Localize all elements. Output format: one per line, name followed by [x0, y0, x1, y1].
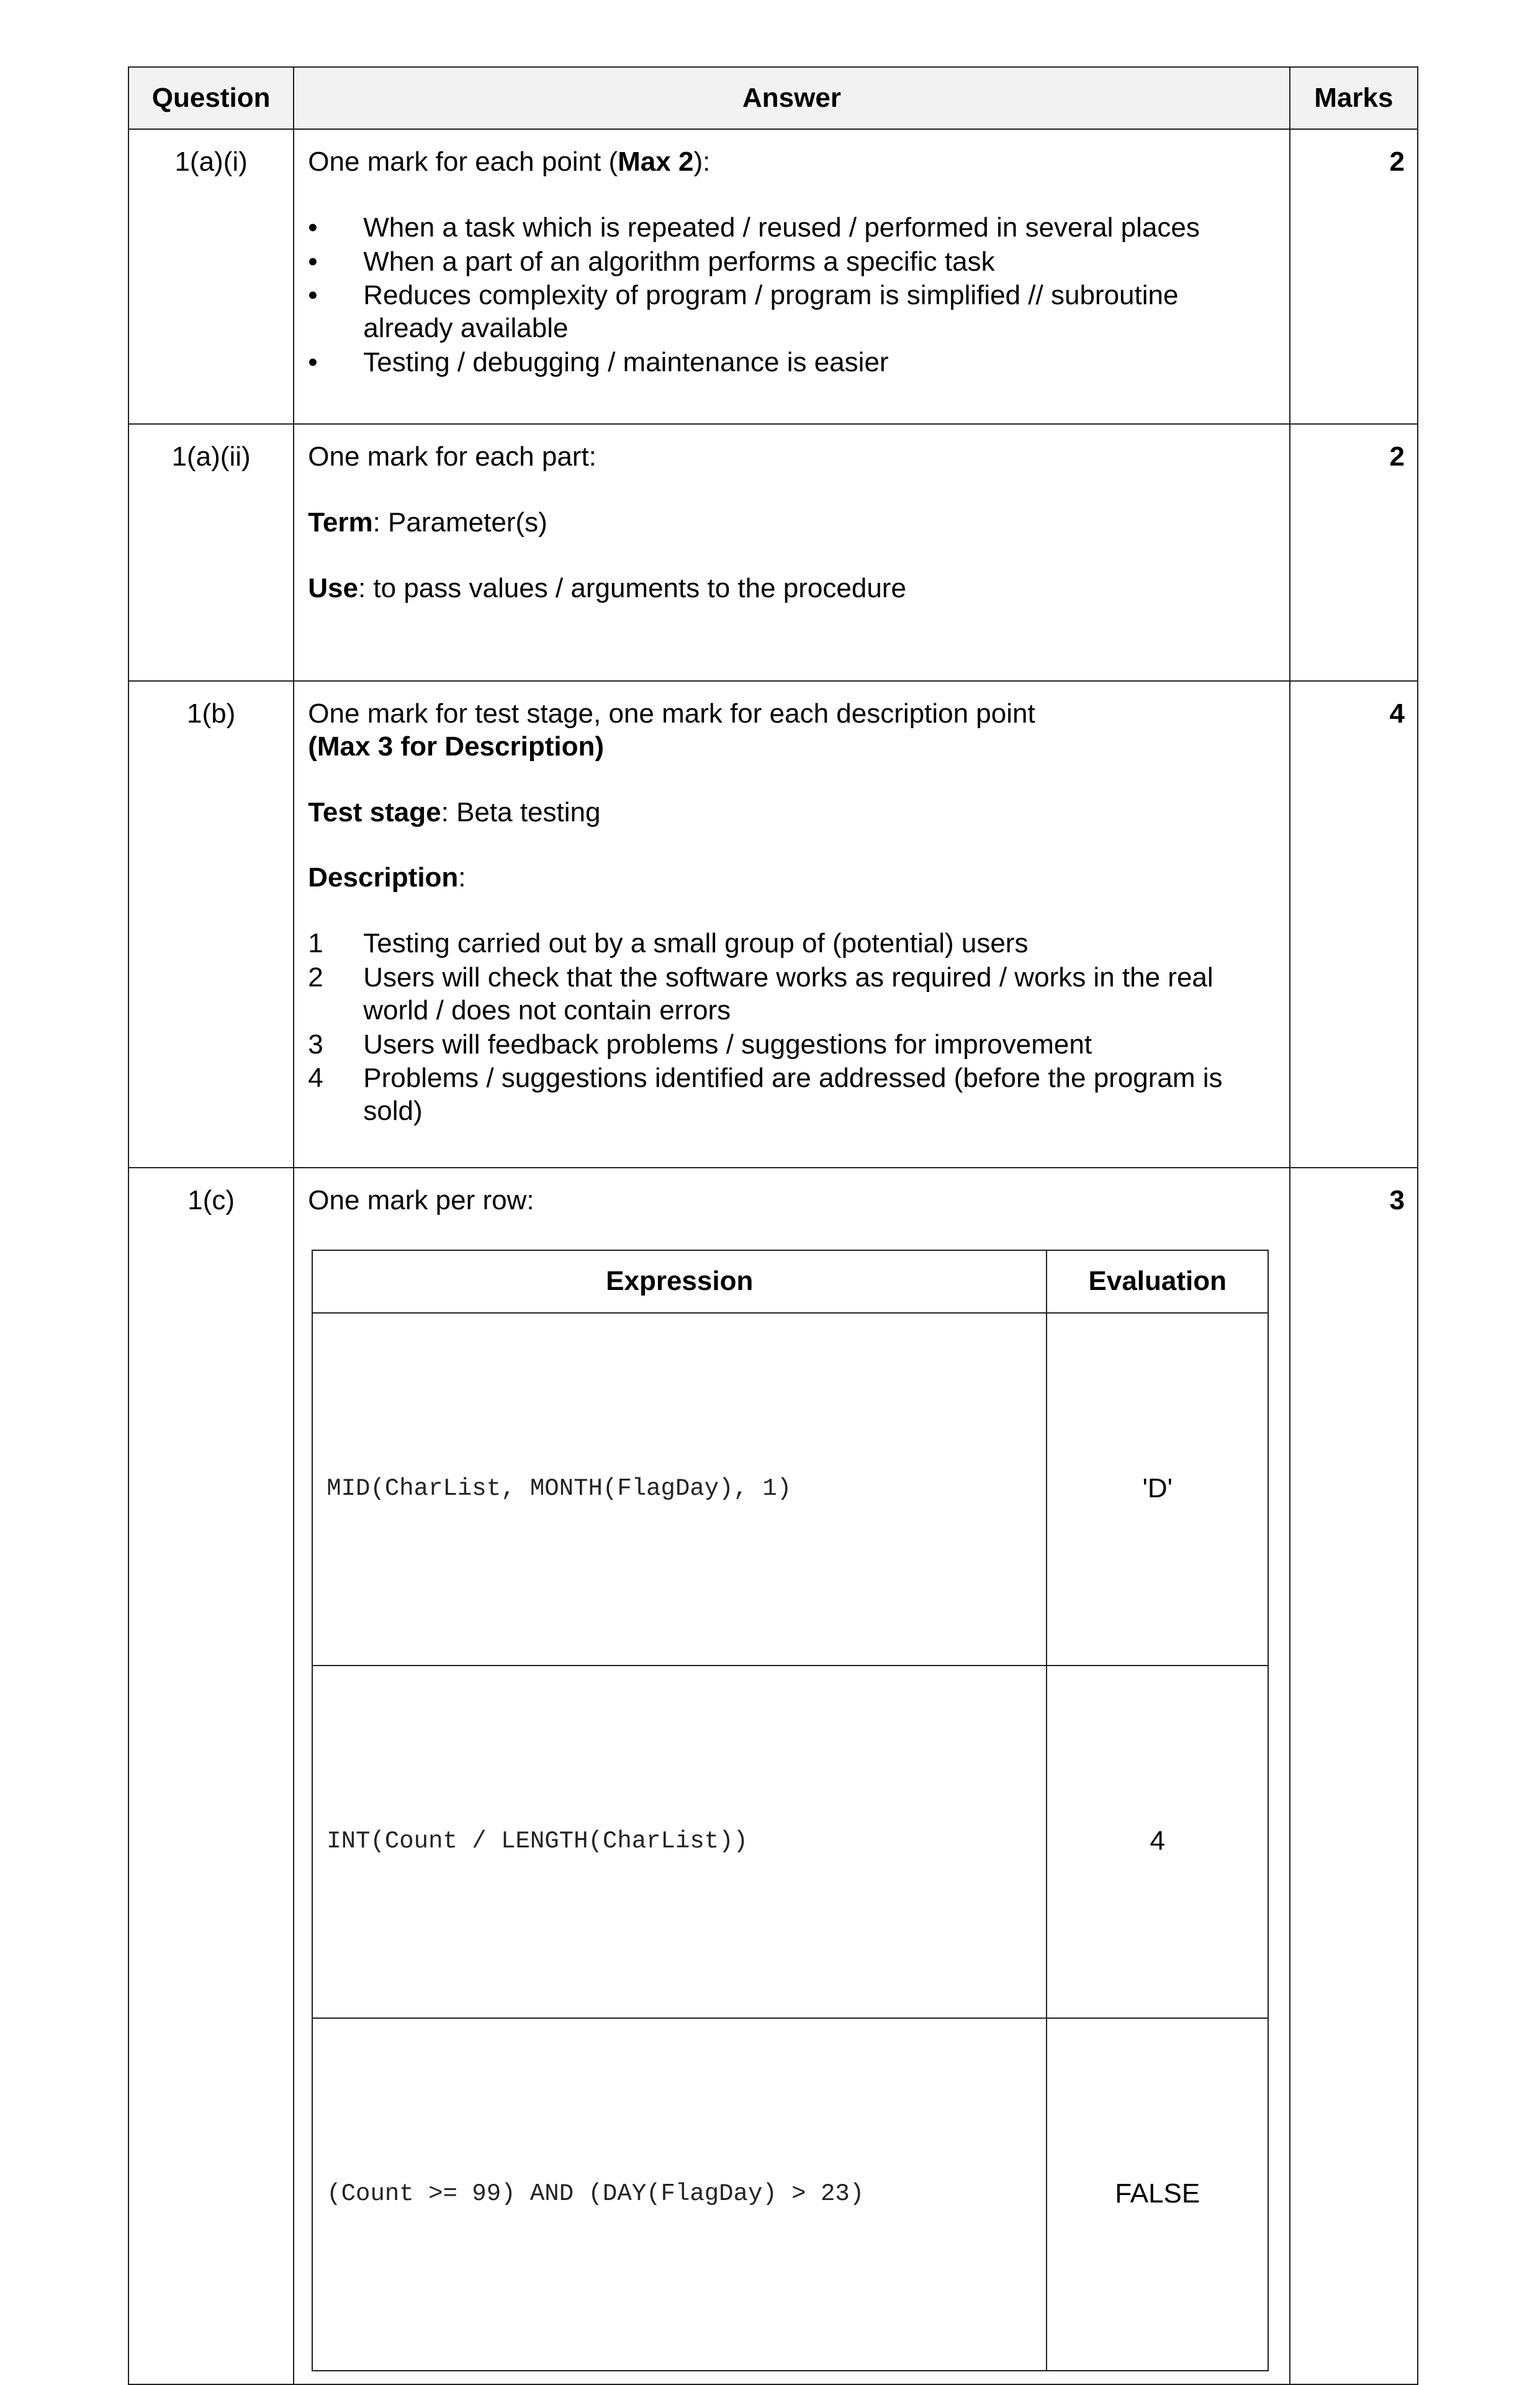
list-item: • When a task which is repeated / reused / performed in several places	[308, 212, 1272, 245]
evaluation-cell: FALSE	[1047, 2018, 1268, 2371]
table-row	[128, 681, 1418, 1168]
answer-intro-max: (Max 3 for Description)	[308, 731, 604, 762]
question-number: 1(a)(i)	[128, 129, 294, 424]
expression-cell: INT(Count / LENGTH(CharList))	[312, 1666, 1047, 2018]
table-row	[128, 424, 1418, 681]
bullet-icon: •	[308, 346, 318, 377]
bullet-icon: •	[308, 212, 318, 243]
bullet-list	[308, 212, 1272, 379]
answer-intro: One mark for each point (Max 2):	[308, 147, 711, 177]
list-item: 1 Testing carried out by a small group of (potential) users	[308, 928, 1029, 959]
evaluation-cell: 4	[1047, 1666, 1268, 2018]
test-stage-line: Test stage: Beta testing	[308, 796, 601, 827]
marks-header: Marks	[1290, 67, 1418, 129]
list-item: • Testing / debugging / maintenance is easier	[308, 346, 1272, 379]
term-line: Term: Parameter(s)	[308, 507, 547, 538]
evaluation-header: Evaluation	[1047, 1250, 1268, 1313]
marks-value: 2	[1290, 129, 1418, 424]
header-row	[128, 67, 1418, 129]
table-row	[312, 2018, 1268, 2371]
table-row	[128, 1168, 1418, 2384]
description-heading: Description:	[308, 862, 466, 893]
expression-cell: MID(CharList, MONTH(FlagDay), 1)	[312, 1313, 1047, 1666]
expression-header: Expression	[312, 1250, 1047, 1313]
expression-cell: (Count >= 99) AND (DAY(FlagDay) > 23)	[312, 2018, 1047, 2371]
use-line: Use: to pass values / arguments to the procedure	[308, 572, 906, 603]
question-number: 1(c)	[128, 1168, 294, 2384]
list-item: • When a part of an algorithm performs a specific task	[308, 246, 1272, 279]
question-number: 1(b)	[128, 681, 294, 1168]
expression-header-row	[312, 1250, 1268, 1313]
list-item: 2 Users will check that the software works as required / works in the real world / does not contain errors	[308, 962, 1214, 1026]
question-header: Question	[128, 67, 294, 129]
evaluation-cell: 'D'	[1047, 1313, 1268, 1666]
expression-table	[312, 1250, 1269, 2371]
bullet-icon: •	[308, 280, 318, 311]
table-row	[312, 1313, 1268, 1666]
marks-value: 4	[1290, 681, 1418, 1168]
table-row	[128, 129, 1418, 424]
list-item: • Reduces complexity of program / program is simplified // subroutine already available	[308, 280, 1179, 344]
answer-header: Answer	[294, 67, 1290, 129]
numbered-list	[308, 927, 1272, 1128]
bullet-icon: •	[308, 246, 318, 277]
answer-cell	[294, 424, 1290, 681]
list-item: 3 Users will feedback problems / suggestions for improvement	[308, 1029, 1092, 1060]
answer-cell	[294, 681, 1290, 1168]
marks-value: 2	[1290, 424, 1418, 681]
answer-cell	[294, 129, 1290, 424]
marks-value: 3	[1290, 1168, 1418, 2384]
question-number: 1(a)(ii)	[128, 424, 294, 681]
table-row	[312, 1666, 1268, 2018]
answer-intro: One mark for test stage, one mark for each description point	[308, 698, 1035, 729]
mark-scheme-table	[128, 66, 1418, 2385]
answer-cell	[294, 1168, 1290, 2384]
answer-intro: One mark per row:	[308, 1185, 534, 1215]
list-item: 4 Problems / suggestions identified are addressed (before the program is sold)	[308, 1063, 1223, 1127]
answer-intro: One mark for each part:	[308, 441, 597, 472]
